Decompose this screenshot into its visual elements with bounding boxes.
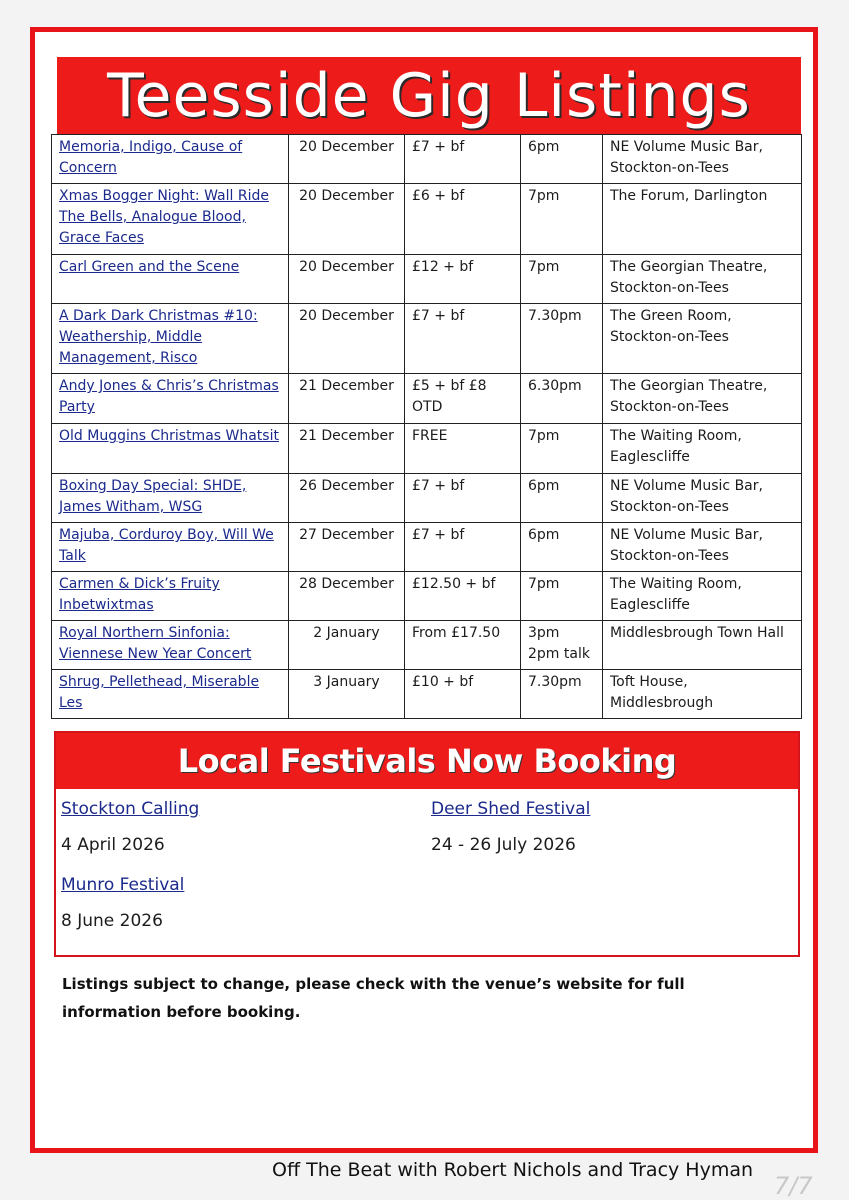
festival-item (61, 875, 184, 931)
page-frame (30, 27, 818, 1153)
table-row (52, 304, 802, 374)
event-time: 7pm (521, 424, 603, 474)
event-price: £12.50 + bf (405, 572, 521, 621)
event-date: 28 December (289, 572, 405, 621)
table-row (52, 621, 802, 670)
event-price: £5 + bf £8 OTD (405, 374, 521, 424)
event-date: 26 December (289, 474, 405, 523)
gig-listings-table (51, 134, 802, 719)
table-row (52, 474, 802, 523)
event-venue: NE Volume Music Bar, Stockton-on-Tees (603, 523, 802, 572)
festival-link[interactable]: Deer Shed Festival (431, 799, 591, 819)
event-time: 6.30pm (521, 374, 603, 424)
festival-date: 8 June 2026 (61, 911, 163, 931)
event-price: £10 + bf (405, 670, 521, 719)
event-venue: The Waiting Room, Eaglescliffe (603, 424, 802, 474)
event-date: 20 December (289, 255, 405, 304)
event-link[interactable]: Andy Jones & Chris’s Christmas Party (59, 378, 279, 415)
event-link[interactable]: Memoria, Indigo, Cause of Concern (59, 139, 243, 176)
event-link[interactable]: A Dark Dark Christmas #10: Weathership, Middle Management, Risco (59, 308, 258, 366)
event-time: 7.30pm (521, 304, 603, 374)
event-time: 7pm (521, 184, 603, 255)
festivals-box (54, 731, 800, 957)
event-date: 2 January (289, 621, 405, 670)
event-link[interactable]: Xmas Bogger Night: Wall Ride The Bells, Analogue Blood, Grace Faces (59, 188, 269, 246)
event-link[interactable]: Carmen & Dick’s Fruity Inbetwixtmas (59, 576, 220, 613)
event-price: £7 + bf (405, 304, 521, 374)
table-row (52, 670, 802, 719)
event-time: 7pm (521, 255, 603, 304)
event-date: 20 December (289, 135, 405, 184)
festival-link[interactable]: Munro Festival (61, 875, 185, 895)
table-row (52, 523, 802, 572)
event-date: 21 December (289, 424, 405, 474)
festivals-banner (56, 733, 798, 789)
event-venue: Middlesbrough Town Hall (603, 621, 802, 670)
event-date: 27 December (289, 523, 405, 572)
event-price: From £17.50 (405, 621, 521, 670)
festivals-heading: Local Festivals Now Booking (177, 742, 677, 780)
page-title: Teesside Gig Listings (107, 61, 751, 131)
event-venue: The Forum, Darlington (603, 184, 802, 255)
event-venue: The Green Room, Stockton-on-Tees (603, 304, 802, 374)
table-row (52, 572, 802, 621)
event-price: £6 + bf (405, 184, 521, 255)
event-price: FREE (405, 424, 521, 474)
event-venue: NE Volume Music Bar, Stockton-on-Tees (603, 474, 802, 523)
event-time: 6pm (521, 523, 603, 572)
event-venue: The Georgian Theatre, Stockton-on-Tees (603, 374, 802, 424)
festival-date: 24 - 26 July 2026 (431, 835, 576, 855)
event-venue: The Georgian Theatre, Stockton-on-Tees (603, 255, 802, 304)
event-price: £7 + bf (405, 474, 521, 523)
event-price: £12 + bf (405, 255, 521, 304)
event-link[interactable]: Boxing Day Special: SHDE, James Witham, WSG (59, 478, 247, 515)
event-link[interactable]: Carl Green and the Scene (59, 259, 240, 275)
page-number: 7/7 (774, 1172, 813, 1200)
event-venue: NE Volume Music Bar, Stockton-on-Tees (603, 135, 802, 184)
table-row (52, 184, 802, 255)
event-link[interactable]: Royal Northern Sinfonia: Viennese New Year Concert (59, 625, 252, 662)
event-time: 6pm (521, 474, 603, 523)
event-link[interactable]: Majuba, Corduroy Boy, Will We Talk (59, 527, 274, 564)
event-price: £7 + bf (405, 135, 521, 184)
disclaimer-text: Listings subject to change, please check with the venue’s website for full information before booking. (62, 975, 685, 1021)
festival-link[interactable]: Stockton Calling (61, 799, 200, 819)
festival-item (61, 799, 199, 855)
event-date: 20 December (289, 304, 405, 374)
title-banner (57, 57, 801, 135)
table-row (52, 424, 802, 474)
table-row (52, 374, 802, 424)
event-link[interactable]: Old Muggins Christmas Whatsit (59, 428, 279, 444)
event-time: 7.30pm (521, 670, 603, 719)
event-date: 3 January (289, 670, 405, 719)
event-time: 3pm 2pm talk (521, 621, 603, 670)
footer-credit: Off The Beat with Robert Nichols and Tracy Hyman (272, 1159, 754, 1181)
event-price: £7 + bf (405, 523, 521, 572)
festival-date: 4 April 2026 (61, 835, 165, 855)
event-time: 6pm (521, 135, 603, 184)
event-link[interactable]: Shrug, Pellethead, Miserable Les (59, 674, 260, 711)
event-venue: The Waiting Room, Eaglescliffe (603, 572, 802, 621)
event-time: 7pm (521, 572, 603, 621)
event-date: 21 December (289, 374, 405, 424)
table-row (52, 135, 802, 184)
event-date: 20 December (289, 184, 405, 255)
festival-item (431, 799, 590, 855)
event-venue: Toft House, Middlesbrough (603, 670, 802, 719)
table-row (52, 255, 802, 304)
